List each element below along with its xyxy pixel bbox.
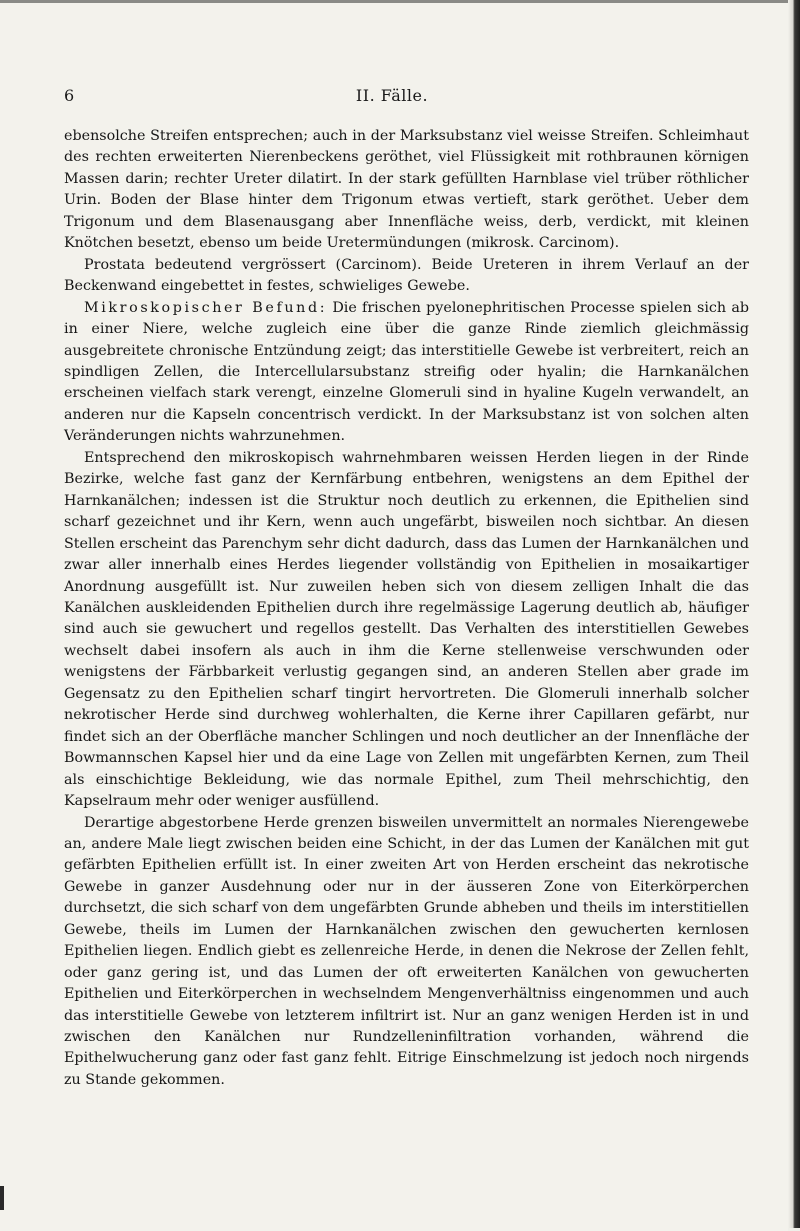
running-head: II. Fälle. — [355, 86, 429, 105]
page-number: 6 — [64, 86, 75, 105]
paragraph-text: Die frischen pyelonephritischen Processe spielen sich ab in einer Niere, welche zugleich eine über die ganze Rinde ziemlich gleichmässig ausgebreitete chronische Entzündung zeigt; das interstitielle Gewebe ist verbreitert, reich an spindligen Zellen, die Intercellularsubstanz streifig oder hyalin; die Harnkanälchen erscheinen vielfach stark verengt, einzelne Glomeruli sind in hyaline Kugeln verwandelt, an anderen nur die Kapseln concentrisch verdickt. In der Marksubstanz ist von solchen alten Veränderungen nichts wahrzunehmen. — [64, 299, 749, 445]
margin-mark — [0, 1186, 4, 1210]
paragraph: ebensolche Streifen entsprechen; auch in der Marksubstanz viel weisse Streifen. Schleimhaut des rechten erweiterten Nierenbeckens geröthet, viel Flüssigkeit mit rothbraunen körnigen Massen darin; rechter Ureter dilatirt. In der stark gefüllten Harnblase viel trüber röthlicher Urin. Boden der Blase hinter dem Trigonum etwas vertieft, stark geröthet. Ueber dem Trigonum und dem Blasenausgang aber Innenfläche weiss, derb, verdickt, mit kleinen Knötchen besetzt, ebenso um beide Uretermündungen (mikrosk. Carcinom). — [64, 128, 749, 252]
paragraph: Derartige abgestorbene Herde grenzen bisweilen unvermittelt an normales Nierengewebe an, andere Male liegt zwischen beiden eine Schicht, in der das Lumen der Kanälchen mit gut gefärbten Epithelien erfüllt ist. In einer zweiten Art von Herden erscheint das nekrotische Gewebe in ganzer Ausdehnung oder nur in der äusseren Zone von Eiterkörperchen durchsetzt, die sich scharf von dem ungefärbten Grunde abheben und theils im interstitiellen Gewebe, theils im Lumen der Harnkanälchen zwischen den gewucherten kernlosen Epithelien liegen. Endlich giebt es zellenreiche Herde, in denen die Nekrose der Zellen fehlt, oder ganz gering ist, und das Lumen der oft erweiterten Kanälchen von gewucherten Epithelien und Eiterkörperchen in wechselndem Mengenverhältniss eingenommen und auch das interstitielle Gewebe von letzterem infiltrirt ist. Nur an ganz wenigen Herden ist in und zwischen den Kanälchen nur Rundzelleninfiltration vorhanden, während die Epithelwucherung ganz oder fast ganz fehlt. Eitrige Einschmelzung ist jedoch noch nirgends zu Stande gekommen. — [64, 814, 749, 1088]
paragraph: Entsprechend den mikroskopisch wahrnehmbaren weissen Herden liegen in der Rinde Bezirke, welche fast ganz der Kernfärbung entbehren, wenigstens an dem Epithel der Harnkanälchen; indessen ist die Struktur noch deutlich zu erkennen, die Epithelien sind scharf gezeichnet und ihr Kern, wenn auch ungefärbt, bisweilen noch sichtbar. An diesen Stellen erscheint das Parenchym sehr dicht dadurch, dass das Lumen der Harnkanälchen und zwar aller innerhalb eines Herdes liegender vollständig von Epithelien in mosaikartiger Anordnung ausgefüllt ist. Nur zuweilen heben sich von diesem zelligen Inhalt die das Kanälchen auskleidenden Epithelien durch ihre regelmässige Lagerung deutlich ab, häufiger sind auch sie gewuchert und regellos gestellt. Das Verhalten des interstitiellen Gewebes wechselt dabei insofern als auch in ihm die Kerne stellenweise verschwunden oder wenigstens der Färbbarkeit verlustig gegangen sind, an anderen Stellen aber grade im Gegensatz zu den Epithelien scharf tingirt hervortreten. Die Glomeruli innerhalb solcher nekrotischer Herde sind durchweg wohlerhalten, die Kerne ihrer Capillaren gefärbt, nur findet sich an der Oberfläche mancher Schlingen und noch deutlicher an der Innenfläche der Bowmannschen Kapsel hier und da eine Lage von Zellen mit ungefärbten Kernen, zum Theil als einschichtige Bekleidung, wie das normale Epithel, zum Theil mehrschichtig, den Kapselraum mehr oder weniger ausfüllend. — [64, 449, 749, 810]
page-edge-shadow — [788, 0, 800, 1228]
page-header — [64, 86, 720, 110]
body-text — [64, 126, 749, 1091]
paragraph — [64, 298, 749, 448]
paragraph: Prostata bedeutend vergrössert (Carcinom). Beide Ureteren in ihrem Verlauf an der Beckenwand eingebettet in festes, schwieliges Gewebe. — [64, 256, 749, 295]
spaced-lead-heading: Mikroskopischer Befund: — [84, 299, 328, 316]
